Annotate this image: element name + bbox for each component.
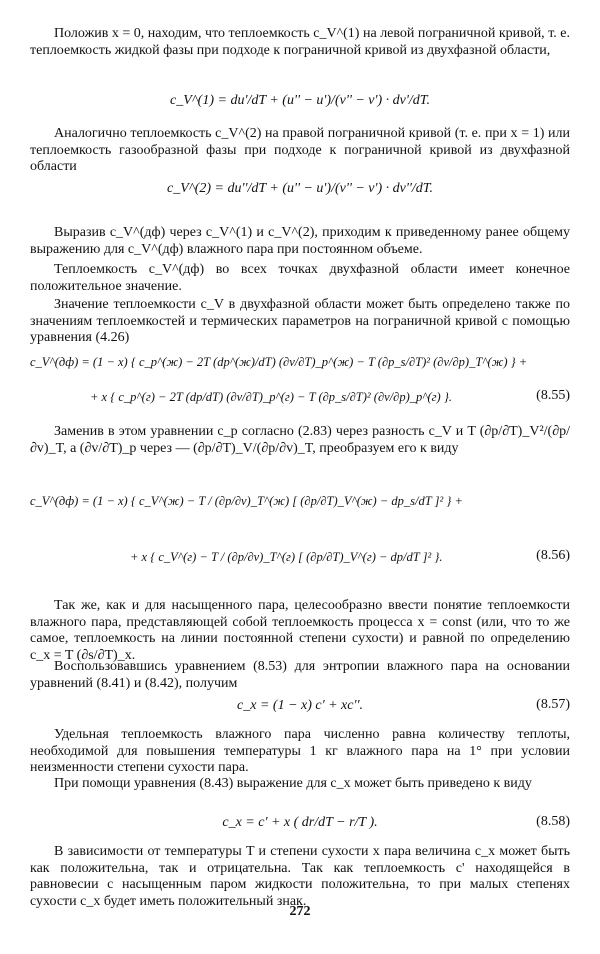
- equation-cv1: c_V^(1) = du'/dT + (u'' − u')/(v'' − v') · dv'/dT.: [170, 93, 430, 108]
- equation-8-56-line-1: c_V^(дф) = (1 − x) { c_V^(ж) − T / (∂p/∂v)_T^(ж) [ (∂p/∂T)_V^(ж) − dp_s/dT ]² } +: [30, 494, 463, 508]
- equation-8-55-line-2: + x { c_p^(г) − 2T (dp/dT) (∂v/∂T)_p^(г) − T (∂p_s/∂T)² (∂v/∂p)_p^(г) }.: [90, 390, 452, 404]
- equation-8-55-number: (8.55): [536, 388, 570, 403]
- paragraph-5: Значение теплоемкости c_V в двухфазной области может быть определено также по значениям теплоемкостей и термических параметров на пограничной кривой с помощью уравнения (4.26): [30, 297, 570, 345]
- equation-8-57-number: (8.57): [536, 697, 570, 712]
- paragraph-6: Заменив в этом уравнении c_p согласно (2.83) через разность c_V и T (∂p/∂T)_V²/(∂p/∂v)_T, а (∂v/∂T)_p через — (∂p/∂T)_V/(∂p/∂v)_T, преобразуем его к виду: [30, 424, 570, 456]
- paragraph-2: Аналогично теплоемкость c_V^(2) на правой пограничной кривой (т. е. при x = 1) или теплоемкость газообразной фазы при подходе к пограничной кривой из двухфазной области: [30, 126, 570, 174]
- paragraph-8: Воспользовавшись уравнением (8.53) для энтропии влажного пара на основании уравнений (8.41) и (8.42), получим: [30, 659, 570, 691]
- equation-cv2: c_V^(2) = du''/dT + (u'' − u')/(v'' − v') · dv''/dT.: [167, 181, 433, 196]
- page-number: 272: [289, 904, 311, 919]
- paragraph-9: Удельная теплоемкость влажного пара численно равна количеству теплоты, необходимой для повышения температуры 1 кг влажного пара на 1° при условии неизменности степени сухости пара.: [30, 727, 570, 775]
- paragraph-11: В зависимости от температуры T и степени сухости x пара величина c_x может быть как положительна, так и отрицательна. Так как теплоемкость c' находящейся в равновесии с насыщенным паром жидкости положительна, то при малых степенях сухости c_x будет иметь положительный знак.: [30, 844, 570, 909]
- equation-8-58-number: (8.58): [536, 814, 570, 829]
- equation-8-56-line-2: + x { c_V^(г) − T / (∂p/∂v)_T^(г) [ (∂p/∂T)_V^(г) − dp/dT ]² }.: [130, 550, 443, 564]
- equation-8-56-number: (8.56): [536, 548, 570, 563]
- equation-8-55-line-1: c_V^(дф) = (1 − x) { c_p^(ж) − 2T (dp^(ж)/dT) (∂v/∂T)_p^(ж) − T (∂p_s/∂T)² (∂v/∂p)_T^(ж) } +: [30, 355, 528, 369]
- paragraph-4: Теплоемкость c_V^(дф) во всех точках двухфазной области имеет конечное положительное значение.: [30, 262, 570, 294]
- paragraph-7: Так же, как и для насыщенного пара, целесообразно ввести понятие теплоемкости влажного пара, представляющей собой теплоемкость процесса x = const (или, что то же самое, теплоемкость на линии постоянной степени сухости) и равной по определению c_x = T (∂s/∂T)_x.: [30, 598, 570, 663]
- equation-8-58: c_x = c' + x ( dr/dT − r/T ).: [222, 815, 378, 830]
- paragraph-3: Выразив c_V^(дф) через c_V^(1) и c_V^(2), приходим к приведенному ранее общему выражению для c_V^(дф) влажного пара при постоянном объеме.: [30, 225, 570, 257]
- paragraph-1: Положив x = 0, находим, что теплоемкость c_V^(1) на левой пограничной кривой, т. е. теплоемкость жидкой фазы при подходе к пограничной кривой из двухфазной области,: [30, 26, 570, 58]
- paragraph-10: При помощи уравнения (8.43) выражение для c_x может быть приведено к виду: [54, 776, 532, 791]
- equation-8-57: c_x = (1 − x) c' + xc''.: [237, 698, 363, 713]
